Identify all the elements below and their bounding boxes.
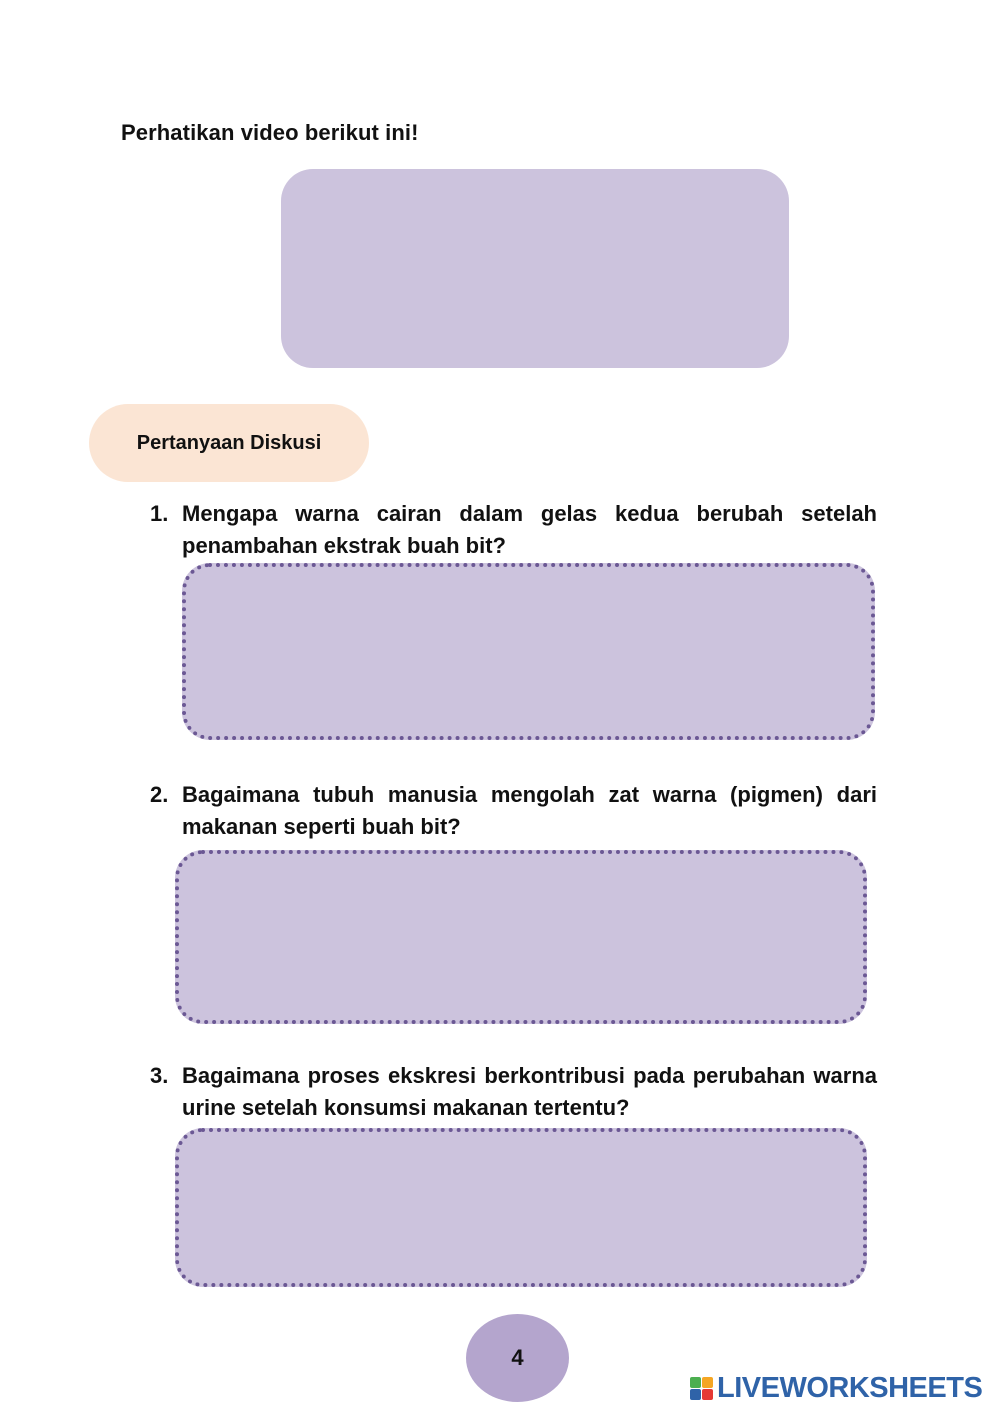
logo-square bbox=[702, 1389, 713, 1400]
brand-name: LIVEWORKSHEETS bbox=[717, 1372, 983, 1404]
question-number: 1. bbox=[150, 501, 169, 526]
intro-instruction: Perhatikan video berikut ini! bbox=[121, 120, 419, 145]
question-1 bbox=[150, 498, 877, 562]
liveworksheets-logo-icon bbox=[690, 1377, 713, 1400]
question-text: Mengapa warna cairan dalam gelas kedua berubah setelah penambahan ekstrak buah bit? bbox=[182, 501, 877, 558]
answer-input-1[interactable] bbox=[182, 563, 875, 740]
section-title: Pertanyaan Diskusi bbox=[136, 431, 322, 454]
question-text: Bagaimana proses ekskresi berkontribusi pada perubahan warna urine setelah konsumsi makanan tertentu? bbox=[182, 1063, 877, 1120]
logo-square bbox=[702, 1377, 713, 1388]
question-text: Bagaimana tubuh manusia mengolah zat warna (pigmen) dari makanan seperti buah bit? bbox=[182, 782, 877, 839]
answer-input-2[interactable] bbox=[175, 850, 867, 1024]
video-player[interactable] bbox=[281, 169, 789, 368]
question-2 bbox=[150, 779, 877, 843]
question-number: 2. bbox=[150, 782, 169, 807]
section-title-pill bbox=[89, 404, 369, 482]
logo-square bbox=[690, 1377, 701, 1388]
answer-input-3[interactable] bbox=[175, 1128, 867, 1287]
page-number-badge bbox=[466, 1314, 569, 1402]
question-number: 3. bbox=[150, 1063, 169, 1088]
logo-square bbox=[690, 1389, 701, 1400]
page-number: 4 bbox=[511, 1345, 524, 1370]
liveworksheets-brand[interactable] bbox=[690, 1372, 982, 1405]
question-3 bbox=[150, 1060, 877, 1124]
